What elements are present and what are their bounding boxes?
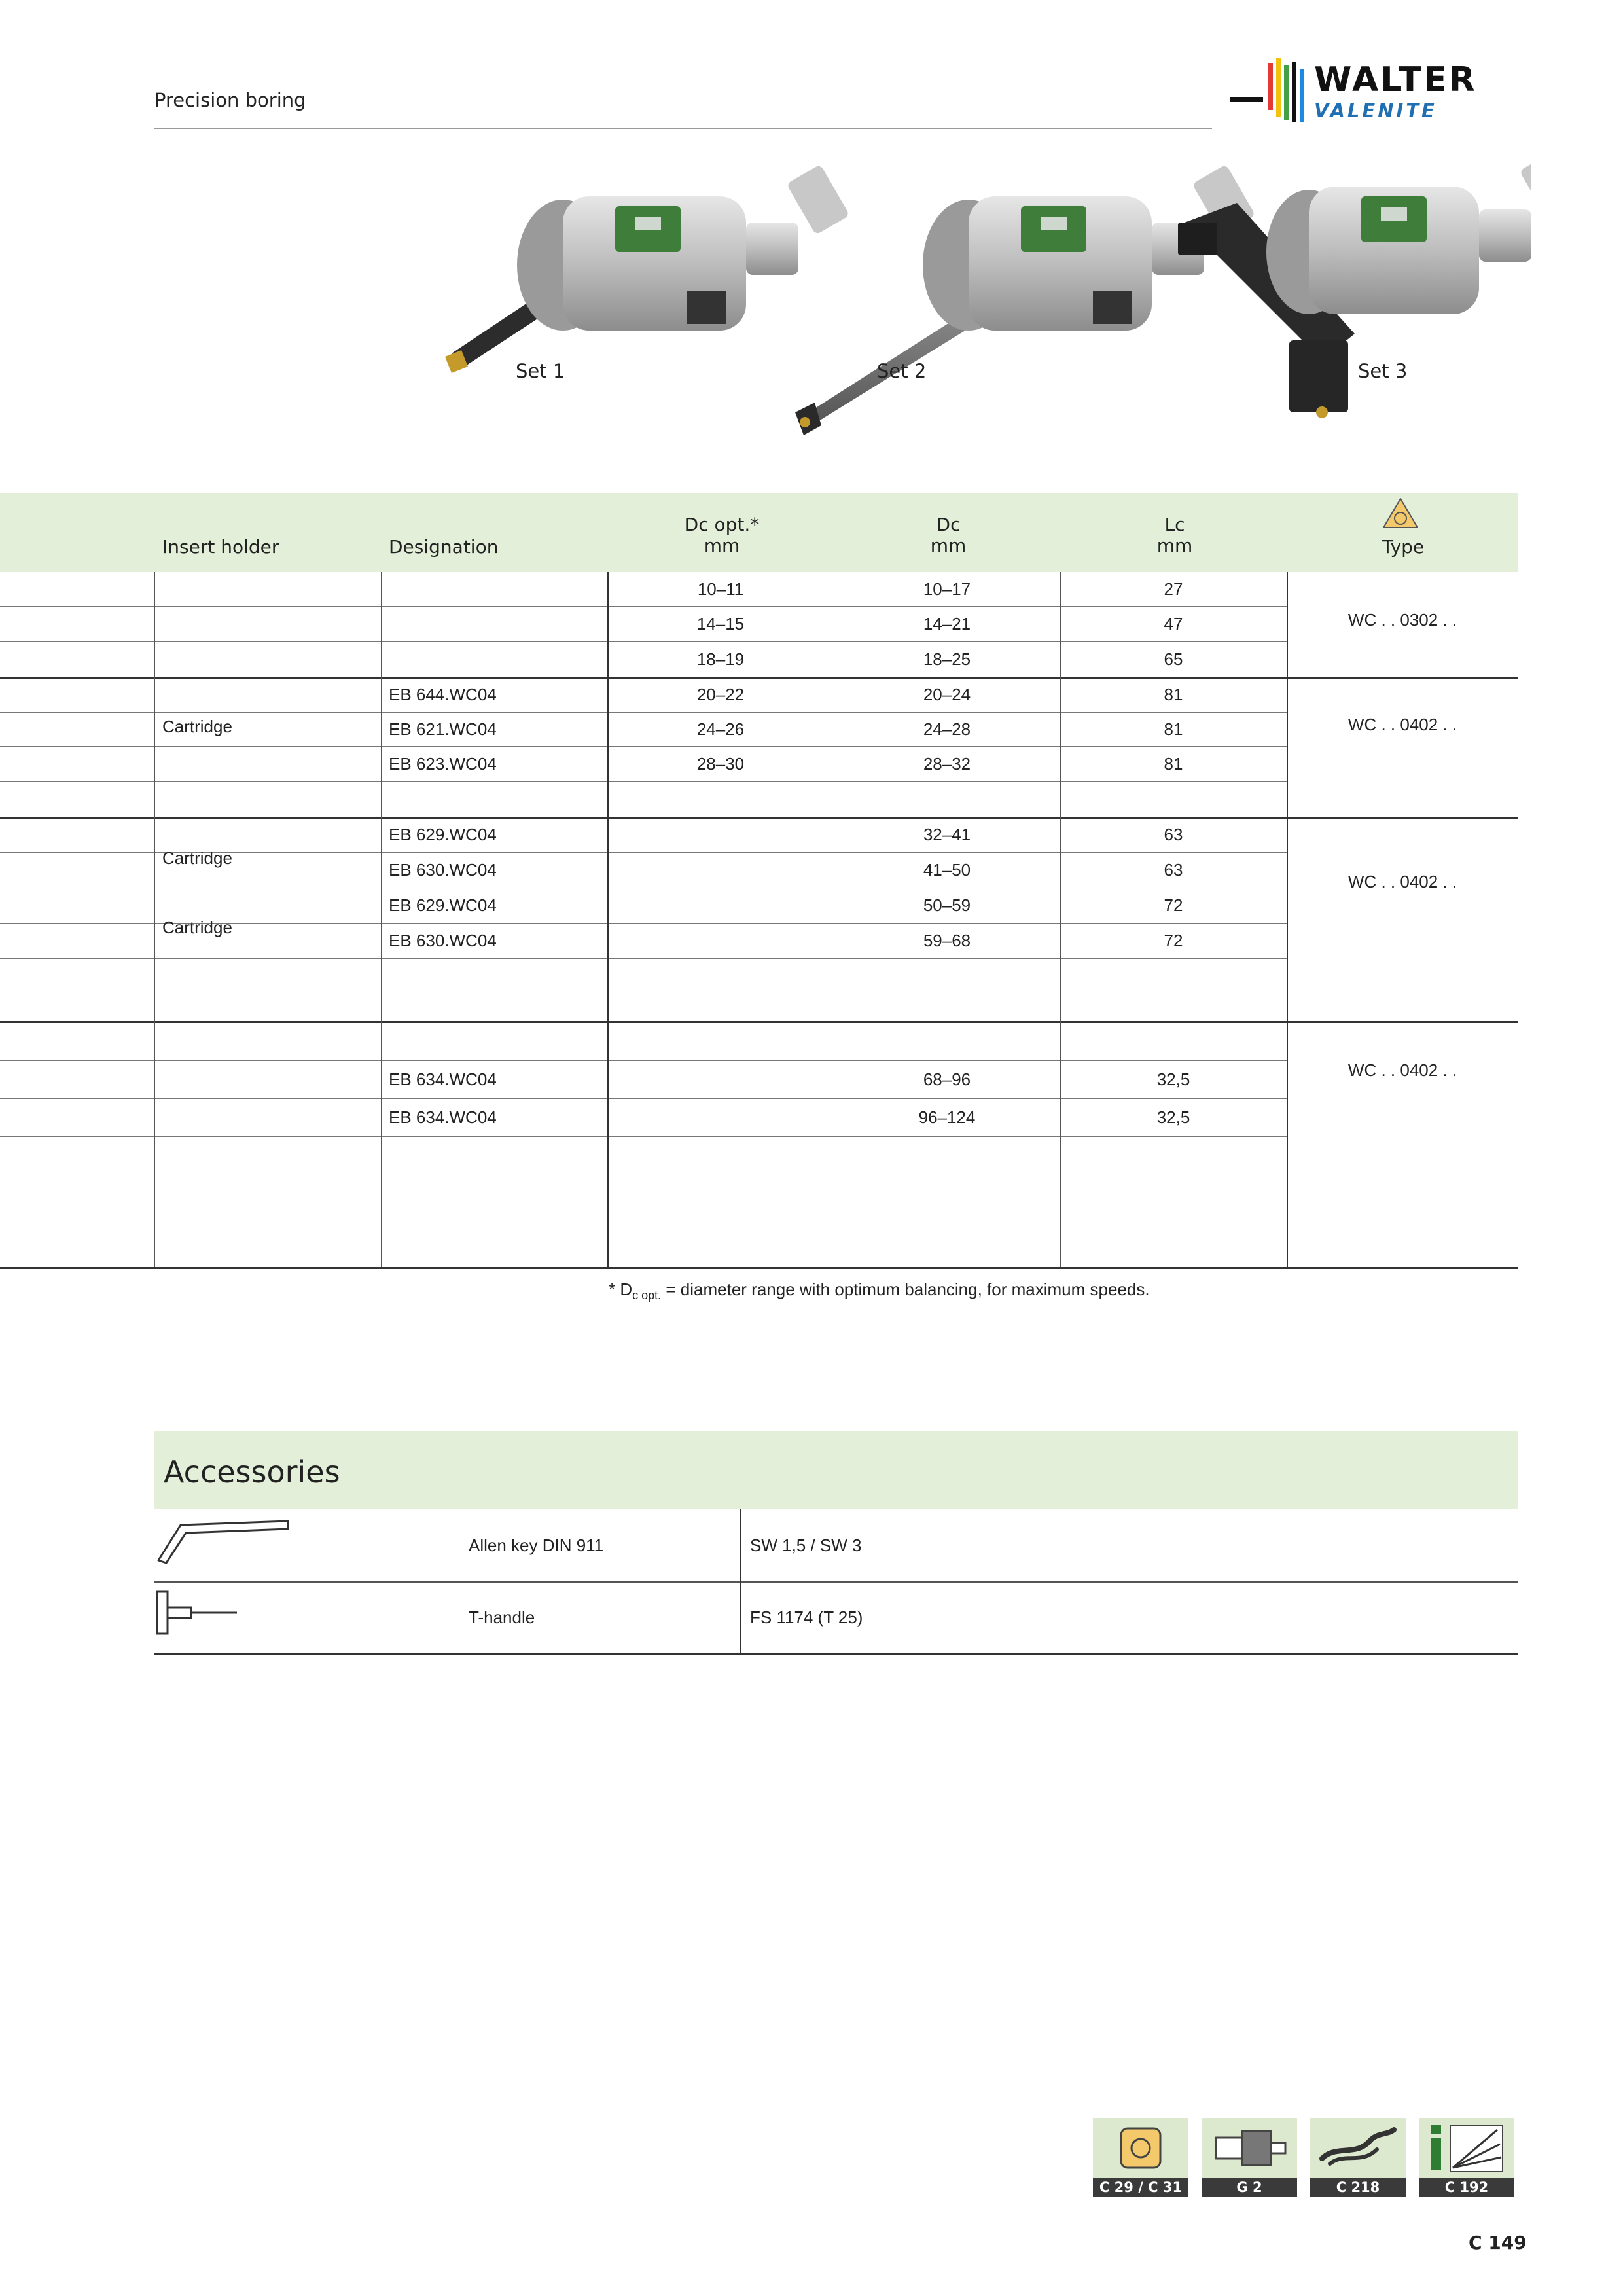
footnote-sub: c opt. [632,1289,662,1302]
table-grid-line [0,641,1287,642]
col-lc-unit: mm [1156,535,1193,556]
cell-dc: 50–59 [923,895,971,915]
logo-bars-icon [1230,56,1315,128]
nav-label-info: C 192 [1419,2178,1514,2197]
nav-insert-box [1093,2118,1188,2178]
cell-designation: EB 630.WC04 [389,860,497,880]
cell-dc: 18–25 [923,649,971,669]
nav-tool-box [1310,2118,1406,2178]
col-lc-label: Lc [1164,514,1185,535]
cell-dc: 14–21 [923,614,971,634]
cell-lc: 65 [1164,649,1183,669]
col-dc-opt-unit: mm [704,535,740,556]
table-grid-line [154,572,155,1267]
cell-dc-opt: 10–11 [697,579,744,599]
col-lc [1061,514,1288,556]
col-dc-label: Dc [936,514,961,535]
logo-text-walter: WALTER [1314,60,1477,99]
table-grid-line [381,572,382,1267]
walter-valenite-logo [1230,56,1512,128]
accessory-value-t-handle: FS 1174 (T 25) [750,1607,863,1627]
cell-dc-opt: 20–22 [696,685,745,704]
table-grid-line [0,958,1287,959]
table-grid-line [0,1098,1287,1099]
table-grid-line [0,1060,1287,1061]
cell-lc: 63 [1164,825,1183,844]
cell-lc: 47 [1164,614,1183,634]
cell-dc: 28–32 [923,754,971,774]
cell-dc: 41–50 [923,860,971,880]
allen-key-icon [154,1516,298,1568]
table-grid-line [0,606,1287,607]
cell-dc: 20–24 [923,685,971,704]
cell-dc: 96–124 [918,1107,976,1127]
t-handle-icon [154,1588,253,1643]
cell-dc-opt: 28–30 [696,754,745,774]
nav-link-insert[interactable] [1093,2118,1188,2197]
table-grid-line [1287,572,1288,1267]
table-grid-line [0,746,1287,747]
nav-label-insert: C 29 / C 31 [1093,2178,1188,2197]
accessory-bottom-rule [154,1653,1518,1655]
cell-dc: 24–28 [923,719,971,739]
cell-lc: 81 [1164,719,1183,739]
footnote-star: * [609,1280,616,1299]
info-chart-icon [1419,2118,1514,2178]
cell-designation: EB 634.WC04 [389,1069,497,1089]
cell-dc: 59–68 [923,931,971,950]
cell-insert-holder: Cartridge [162,918,232,937]
cell-dc-opt: 18–19 [696,649,745,669]
accessory-name-t-handle: T-handle [469,1607,535,1627]
cell-designation: EB 630.WC04 [389,931,497,950]
cell-type: WC . . 0402 . . [1347,715,1457,734]
nav-label-spindle: G 2 [1202,2178,1297,2197]
accessory-column-divider [740,1509,741,1654]
insert-icon [1093,2118,1188,2178]
tool-icon [1310,2118,1406,2178]
spindle-icon [1202,2118,1297,2178]
table-grid-line [0,1136,1287,1137]
table-grid-line [0,712,1287,713]
accessories-title: Accessories [164,1454,340,1490]
accessory-name-allen-key: Allen key DIN 911 [469,1535,604,1555]
col-insert-holder: Insert holder [162,536,279,558]
header-rule [154,128,1212,129]
cell-dc: 10–17 [923,579,971,599]
product-photos [419,144,1531,445]
accessory-value-allen-key: SW 1,5 / SW 3 [750,1535,862,1555]
accessories-header [154,1431,1518,1509]
table-grid-line [0,1267,1518,1269]
nav-link-tool[interactable] [1310,2118,1406,2197]
insert-type-icon [1381,496,1420,533]
page-number: C 149 [1469,2232,1527,2253]
nav-link-spindle[interactable] [1202,2118,1297,2197]
cell-lc: 72 [1164,895,1183,915]
cell-lc: 63 [1164,860,1183,880]
cell-lc: 32,5 [1156,1069,1190,1089]
col-designation: Designation [389,536,499,558]
cell-dc: 68–96 [923,1069,971,1089]
accessory-row-divider [154,1581,1518,1583]
table-grid-line [0,781,1287,782]
cell-dc-opt: 14–15 [696,614,745,634]
cell-designation: EB 644.WC04 [389,685,497,704]
table-grid-line [0,1021,1518,1023]
cell-type: WC . . 0402 . . [1347,1060,1457,1080]
nav-label-tool: C 218 [1310,2178,1406,2197]
set-3-label: Set 3 [1358,360,1408,382]
nav-link-info[interactable] [1419,2118,1514,2197]
footnote-text: = diameter range with optimum balancing, for maximum speeds. [661,1280,1150,1299]
cell-dc-opt: 24–26 [696,719,745,739]
cell-type: WC . . 0402 . . [1347,872,1457,891]
footnote [609,1280,1150,1302]
cell-lc: 81 [1164,754,1183,774]
cell-type: WC . . 0302 . . [1347,610,1457,630]
table-grid-line [0,677,1518,679]
logo-text-valenite: VALENITE [1314,99,1437,122]
col-dc-opt [609,514,835,556]
cell-lc: 81 [1164,685,1183,704]
cell-lc: 27 [1164,579,1183,599]
table-grid-line [0,817,1518,819]
col-dc-unit: mm [930,535,967,556]
cell-lc: 32,5 [1156,1107,1190,1127]
footnote-dc: D [620,1280,633,1299]
set-2-label: Set 2 [877,360,927,382]
nav-info-box [1419,2118,1514,2178]
cell-designation: EB 623.WC04 [389,754,497,774]
cell-designation: EB 629.WC04 [389,895,497,915]
cell-designation: EB 634.WC04 [389,1107,497,1127]
cell-designation: EB 629.WC04 [389,825,497,844]
col-type: Type [1382,536,1425,558]
cell-insert-holder: Cartridge [162,848,232,868]
set-1-label: Set 1 [516,360,565,382]
table-grid-line [1060,572,1061,1267]
col-dc [835,514,1061,556]
section-title: Precision boring [154,89,306,111]
cell-designation: EB 621.WC04 [389,719,497,739]
nav-spindle-box [1202,2118,1297,2178]
cell-lc: 72 [1164,931,1183,950]
boring-head-sets-image [419,144,1531,445]
cell-insert-holder: Cartridge [162,717,232,736]
table-grid-line [607,572,609,1267]
cell-dc: 32–41 [923,825,971,844]
col-dc-opt-label: Dc opt.* [684,514,760,535]
